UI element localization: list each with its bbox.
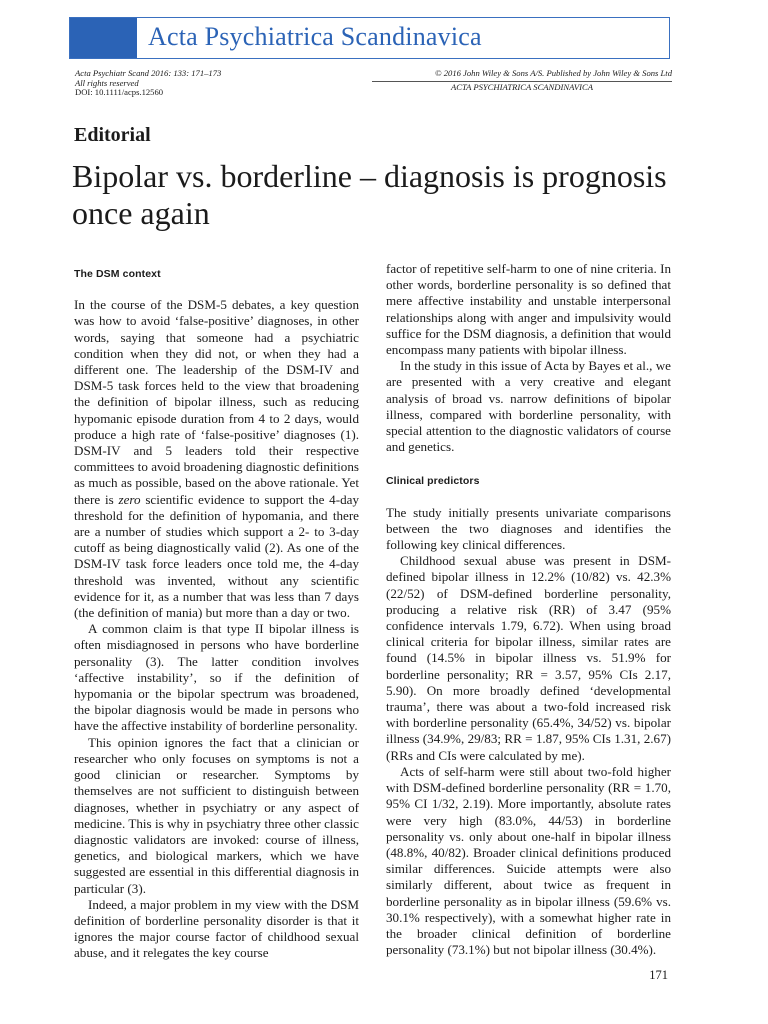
left-column xyxy=(74,266,359,962)
left-paragraph-3: This opinion ignores the fact that a clinician or researcher who only focuses on symptoms is not a good clinician or researcher. Symptoms by themselves are not sufficient to distinguish between diagnoses, whether in psychiatry or any aspect of medicine. This is why in psychiatry three other classic diagnostic validators are invoked: course of illness, genetics, and biological markers, which we have suggested are essential in this differential diagnosis in particular (3). xyxy=(74,734,359,896)
right-paragraph-2: In the study in this issue of Acta by Bayes et al., we are presented with a very creative and elegant analysis of broad vs. narrow definitions of bipolar illness, compared with borderline personality, with special attention to the diagnostic validators of course and genetics. xyxy=(386,358,671,455)
section-gap xyxy=(386,455,671,473)
right-paragraph-4: Childhood sexual abuse was present in DSM-defined bipolar illness in 12.2% (10/82) vs. 42.3% (22/52) of DSM-defined borderline personality, producing a relative risk (RR) of 3.47 (95% confidence intervals 1.79, 6.72). When using broad clinical criteria for bipolar illness, similar rates are found (14.5% in bipolar illness vs. 51.9% for borderline personality; RR = 3.57, 95% CIs 2.17, 5.90). On more broadly defined ‘developmental trauma’, there was about a two-fold increased risk with borderline personality (65.4%, 34/52) vs. bipolar illness (34.9%, 29/83; RR = 1.87, 95% CIs 1.31, 2.67) (RRs and CIs were calculated by me). xyxy=(386,553,671,763)
citation-line: Acta Psychiatr Scand 2016: 133: 171–173 xyxy=(75,68,222,78)
doi-line: DOI: 10.1111/acps.12560 xyxy=(75,87,164,98)
left-paragraph-4: Indeed, a major problem in my view with the DSM definition of borderline personality disorder is that it ignores the major course factor of childhood sexual abuse, and it relegates the key course xyxy=(74,896,359,961)
journal-color-block xyxy=(70,18,137,58)
right-paragraph-1: factor of repetitive self-harm to one of nine criteria. In other words, borderline personality is so defined that mere affective instability and unstable interpersonal relationships along with anger and impulsivity would suffice for the DSM diagnosis, a definition that would encompass many patients with bipolar illness. xyxy=(386,261,671,358)
right-paragraph-5: Acts of self-harm were still about two-fold higher with DSM-defined borderline personality (RR = 1.70, 95% CI 1/32, 2.19). More importantly, absolute rates were very high (83.0%, 44/53) in borderline personality vs. only about one-half in bipolar illness (48.8%, 40/82). Broader clinical definitions produced similar differences. Suicide attempts were also similarly different, about twice as frequent in borderline personality as in bipolar illness (59.6% vs. 30.1% respectively), with a somewhat higher rate in the broader clinical definition of borderline personality (73.1%) but not bipolar illness (30.4%). xyxy=(386,763,671,958)
left-paragraph-1: In the course of the DSM-5 debates, a key question was how to avoid ‘false-positive’ diagnoses, in other words, saying that someone had a psychiatric condition when they did not, or when they had a different one. The leadership of the DSM-IV and DSM-5 task forces held to the view that broadening the definition of bipolar illness, such as reducing hypomanic episode duration from 4 to 2 days, would produce a high rate of ‘false-positive’ diagnoses (1). DSM-IV and 5 leaders told their respective committees to avoid broadening diagnostic definitions as much as possible, based on the above rationale. Yet there is zero scientific evidence to support the 4-day threshold for the definition of hypomania, and there are a number of studies which support a 2- to 3-day cutoff as being diagnostically valid (2). As one of the DSM-IV task force leaders once told me, the 4-day threshold was invented, without any scientific evidence for it, as a number that was less than 7 days (the definition of mania) but more than a day or two. xyxy=(74,297,359,621)
section-label: Editorial xyxy=(74,124,151,146)
right-column xyxy=(386,261,671,958)
journal-caps-line: ACTA PSYCHIATRICA SCANDINAVICA xyxy=(450,81,593,92)
article-title: Bipolar vs. borderline – diagnosis is prognosis once again xyxy=(72,158,667,231)
left-paragraph-2: A common claim is that type II bipolar illness is often misdiagnosed in persons who have borderline personality (3). The latter condition involves ‘affective instability’, so if the definition of hypomania or the bipolar spectrum was broadened, the bipolar diagnosis would be made in persons who have the affective instability of borderline personality. xyxy=(74,621,359,734)
rights-line: All rights reserved xyxy=(75,77,139,88)
right-paragraph-3: The study initially presents univariate comparisons between the two diagnoses and identifies the following key clinical differences. xyxy=(386,504,671,553)
heading-dsm-context: The DSM context xyxy=(74,268,161,280)
page-number: 171 xyxy=(649,968,668,982)
citation-block xyxy=(75,69,221,98)
copyright-block xyxy=(372,69,672,92)
journal-title: Acta Psychiatrica Scandinavica xyxy=(148,22,482,51)
heading-clinical-predictors: Clinical predictors xyxy=(386,475,480,488)
copyright-line: © 2016 John Wiley & Sons A/S. Published by John Wiley & Sons Ltd xyxy=(435,68,672,78)
journal-header-bar xyxy=(69,17,670,59)
